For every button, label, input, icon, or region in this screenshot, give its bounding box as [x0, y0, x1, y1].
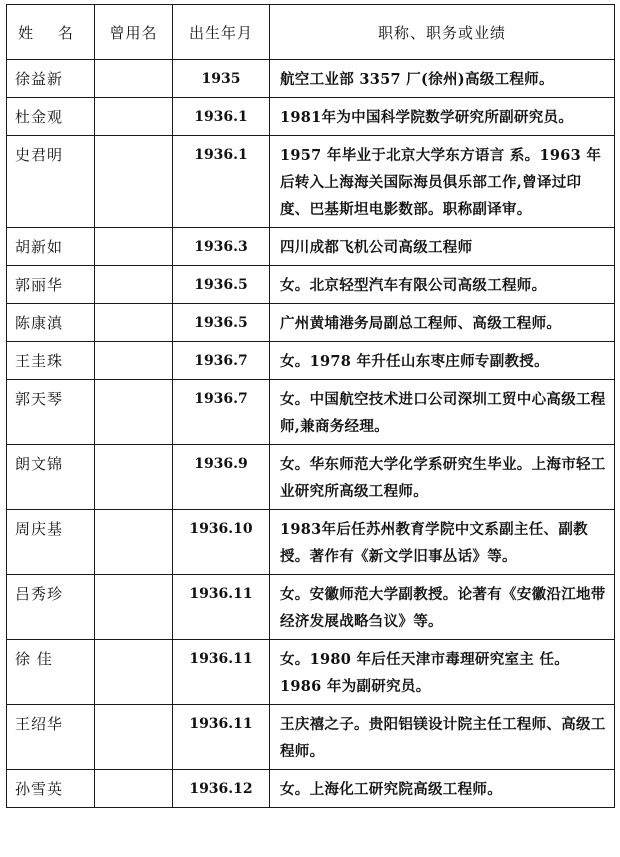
title-and-achievements: 女。华东师范大学化学系研究生毕业。上海市轻工业研究所高级工程师。 [270, 445, 615, 510]
title-and-achievements: 1981年为中国科学院数学研究所副研究员。 [270, 98, 615, 136]
document-page [6, 4, 614, 852]
former-name [95, 575, 173, 640]
person-name: 史君明 [7, 136, 95, 228]
birth-date: 1936.11 [173, 575, 270, 640]
header-description: 职称、职务或业绩 [270, 5, 615, 60]
birth-date: 1936.7 [173, 342, 270, 380]
former-name [95, 770, 173, 808]
person-name: 郭丽华 [7, 266, 95, 304]
former-name [95, 304, 173, 342]
former-name [95, 640, 173, 705]
table-row [7, 60, 615, 98]
birth-date: 1936.7 [173, 380, 270, 445]
title-and-achievements: 1983年后任苏州教育学院中文系副主任、副教授。著作有《新文学旧事丛话》等。 [270, 510, 615, 575]
title-and-achievements: 1957 年毕业于北京大学东方语言 系。1963 年后转入上海海关国际海员俱乐部工作,曾译过印度、巴基斯坦电影数部。职称副译审。 [270, 136, 615, 228]
title-and-achievements: 女。北京轻型汽车有限公司高级工程师。 [270, 266, 615, 304]
person-name: 周庆基 [7, 510, 95, 575]
table-row [7, 136, 615, 228]
header-name: 姓 名 [7, 5, 95, 60]
birth-date: 1936.9 [173, 445, 270, 510]
table-row [7, 770, 615, 808]
header-birth: 出生年月 [173, 5, 270, 60]
person-name: 胡新如 [7, 228, 95, 266]
former-name [95, 510, 173, 575]
table-row [7, 445, 615, 510]
former-name [95, 136, 173, 228]
former-name [95, 705, 173, 770]
former-name [95, 266, 173, 304]
table-body [7, 60, 615, 808]
table-row [7, 380, 615, 445]
former-name [95, 98, 173, 136]
birth-date: 1936.1 [173, 98, 270, 136]
person-name: 吕秀珍 [7, 575, 95, 640]
birth-date: 1936.11 [173, 640, 270, 705]
biography-table [6, 4, 615, 808]
former-name [95, 342, 173, 380]
person-name: 郭天琴 [7, 380, 95, 445]
title-and-achievements: 女。安徽师范大学副教授。论著有《安徽沿江地带经济发展战略刍议》等。 [270, 575, 615, 640]
header-alias: 曾用名 [95, 5, 173, 60]
title-and-achievements: 王庆禧之子。贵阳铝镁设计院主任工程师、高级工程师。 [270, 705, 615, 770]
table-row [7, 266, 615, 304]
birth-date: 1936.5 [173, 304, 270, 342]
person-name: 陈康滇 [7, 304, 95, 342]
person-name: 徐 佳 [7, 640, 95, 705]
former-name [95, 60, 173, 98]
table-row [7, 304, 615, 342]
header-row [7, 5, 615, 60]
table-row [7, 640, 615, 705]
birth-date: 1936.1 [173, 136, 270, 228]
person-name: 王绍华 [7, 705, 95, 770]
title-and-achievements: 女。上海化工研究院高级工程师。 [270, 770, 615, 808]
birth-date: 1936.5 [173, 266, 270, 304]
birth-date: 1936.11 [173, 705, 270, 770]
title-and-achievements: 广州黄埔港务局副总工程师、高级工程师。 [270, 304, 615, 342]
table-row [7, 510, 615, 575]
table-row [7, 342, 615, 380]
title-and-achievements: 四川成都飞机公司高级工程师 [270, 228, 615, 266]
title-and-achievements: 女。中国航空技术进口公司深圳工贸中心高级工程师,兼商务经理。 [270, 380, 615, 445]
birth-date: 1935 [173, 60, 270, 98]
former-name [95, 228, 173, 266]
person-name: 徐益新 [7, 60, 95, 98]
former-name [95, 445, 173, 510]
title-and-achievements: 女。1980 年后任天津市毒理研究室主 任。1986 年为副研究员。 [270, 640, 615, 705]
person-name: 孙雪英 [7, 770, 95, 808]
table-row [7, 98, 615, 136]
table-header [7, 5, 615, 60]
table-row [7, 228, 615, 266]
birth-date: 1936.3 [173, 228, 270, 266]
person-name: 朗文锦 [7, 445, 95, 510]
birth-date: 1936.12 [173, 770, 270, 808]
title-and-achievements: 航空工业部 3357 厂(徐州)高级工程师。 [270, 60, 615, 98]
person-name: 杜金观 [7, 98, 95, 136]
title-and-achievements: 女。1978 年升任山东枣庄师专副教授。 [270, 342, 615, 380]
person-name: 王圭珠 [7, 342, 95, 380]
former-name [95, 380, 173, 445]
table-row [7, 705, 615, 770]
birth-date: 1936.10 [173, 510, 270, 575]
table-row [7, 575, 615, 640]
